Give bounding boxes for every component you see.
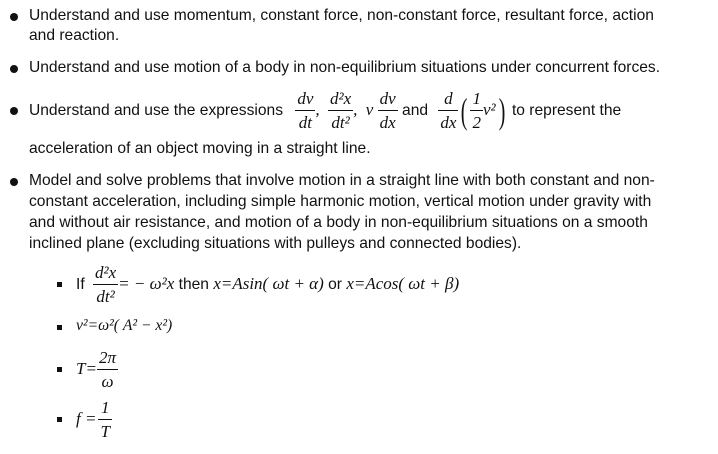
- bullet-dot: [10, 13, 18, 21]
- frequency-lhs: f =: [76, 409, 97, 428]
- right-paren: ): [498, 90, 505, 131]
- square-bullet: [57, 417, 62, 422]
- fraction-d-dx: $\frac{d}{dx}$: [440, 89, 457, 133]
- period-equation: [76, 346, 118, 393]
- expressions-line: [29, 86, 621, 135]
- list-item-text-line: and reaction.: [29, 27, 120, 44]
- fraction-dv-dt: $\frac{dv}{dt}$: [297, 89, 314, 133]
- solution-sin: x=Asin( ωt + α): [213, 274, 324, 293]
- list-item-text-line: and without air resistance, and motion of a body in non-equilibrium situations on a smooth: [29, 214, 648, 231]
- velocity-equation: v²=ω²( A² − x²): [76, 317, 173, 334]
- fraction-1-T: $\frac{1}{T}$: [100, 398, 110, 442]
- bullet-dot: [10, 178, 18, 186]
- list-item-text-line: inclined plane (excluding situations with pulleys and connected bodies).: [29, 235, 522, 252]
- fraction-d2x-dt2: $\frac{\text{d²x}}{\text{dt²}}$: [95, 263, 117, 307]
- left-paren: (: [461, 90, 468, 131]
- fraction-d2x-dt2: $\frac{\text{d²x}}{\text{dt²}}$: [329, 89, 352, 133]
- list-item-text-line: acceleration of an object moving in a straight line.: [29, 140, 371, 157]
- list-item-text-line: Model and solve problems that involve motion in a straight line with both constant and non-: [29, 172, 655, 189]
- fraction-2pi-omega: $\frac{2\pi}{\omega}$: [98, 348, 116, 392]
- frequency-equation: [76, 396, 112, 443]
- bullet-dot: [10, 65, 18, 73]
- list-item-text-line: Understand and use momentum, constant force, non-constant force, resultant force, action: [29, 7, 654, 24]
- list-item-text-line: constant acceleration, including simple harmonic motion, vertical motion under gravity with: [29, 193, 652, 210]
- if-word: If: [76, 276, 85, 293]
- shm-condition-line: [76, 258, 459, 311]
- variable-v: v: [365, 100, 374, 119]
- expressions-outro: to represent the: [511, 102, 622, 119]
- fraction-dv-dx: $\frac{dv}{dx}$: [379, 89, 396, 133]
- shm-rhs: = − ω²x: [118, 274, 175, 293]
- square-bullet: [57, 325, 62, 330]
- list-item-text-line: Understand and use motion of a body in non-equilibrium situations under concurrent forces.: [29, 59, 661, 76]
- variable-v-squared: v²: [482, 100, 496, 119]
- or-word: or: [328, 276, 342, 293]
- bullet-dot: [10, 107, 18, 115]
- solution-cos: x=Acos( ωt + β): [346, 274, 460, 293]
- period-lhs: T=: [76, 359, 97, 378]
- fraction-one-half: $\frac{1}{2}$: [472, 89, 481, 133]
- square-bullet: [57, 367, 62, 372]
- expressions-intro: Understand and use the expressions: [29, 102, 283, 119]
- and-word: and: [402, 102, 429, 119]
- comma: ,: [315, 100, 320, 119]
- then-word: then: [178, 276, 209, 293]
- square-bullet: [57, 282, 62, 287]
- comma: ,: [353, 100, 358, 119]
